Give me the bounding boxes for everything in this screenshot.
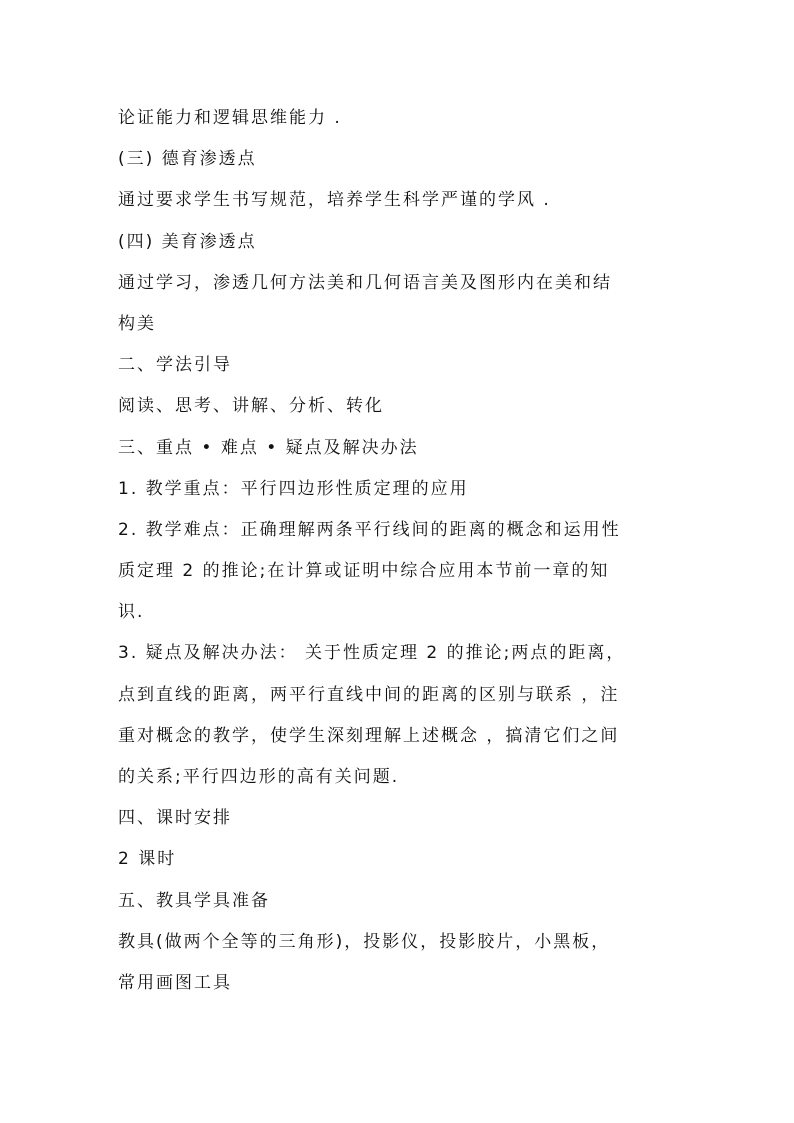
text-line: 2 课时 xyxy=(118,849,177,870)
text-line: 阅读、思考、讲解、分析、转化 xyxy=(118,396,384,417)
text-line: 1. 教学重点：平行四边形性质定理的应用 xyxy=(118,478,469,499)
document-body xyxy=(118,98,678,1004)
text-line: 质定理 2 的推论;在计算或证明中综合应用本节前一章的知 xyxy=(118,561,610,582)
text-line: 通过要求学生书写规范，培养学生科学严谨的学风 . xyxy=(118,190,551,211)
text-line: 2. 教学难点：正确理解两条平行线间的距离的概念和运用性 xyxy=(118,519,621,540)
text-line: 重对概念的教学，使学生深刻理解上述概念 ，搞清它们之间 xyxy=(118,725,620,746)
section-heading: 二、学法引导 xyxy=(118,355,232,376)
section-heading: (四) 美育渗透点 xyxy=(118,231,257,252)
text-line: 通过学习，渗透几何方法美和几何语言美及图形内在美和结 xyxy=(118,272,612,293)
text-line: 教具(做两个全等的三角形)，投影仪，投影胶片，小黑板， xyxy=(118,931,611,952)
text-line: 的关系;平行四边形的高有关问题. xyxy=(118,767,400,787)
section-heading: 五、教具学具准备 xyxy=(118,890,270,911)
section-heading: 四、课时安排 xyxy=(118,808,232,829)
section-heading: (三) 德育渗透点 xyxy=(118,149,257,170)
text-line: 论证能力和逻辑思维能力 . xyxy=(118,108,342,128)
text-line: 常用画图工具 xyxy=(118,972,232,993)
section-heading: 三、重点 • 难点 • 疑点及解决办法 xyxy=(118,437,419,458)
text-line: 识. xyxy=(118,602,145,623)
text-line: 构美 xyxy=(118,313,156,334)
text-line: 3. 疑点及解决办法： 关于性质定理 2 的推论;两点的距离， xyxy=(118,643,626,664)
text-line: 点到直线的距离，两平行直线中间的距离的区别与联系 ，注 xyxy=(118,684,620,705)
